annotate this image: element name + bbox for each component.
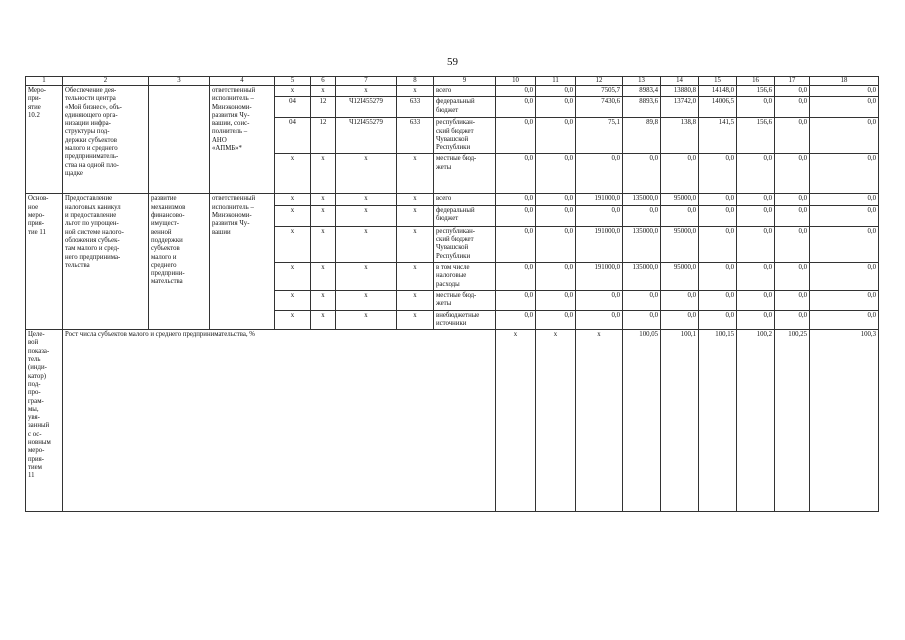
- amount-cell: 0,0: [536, 118, 576, 154]
- amount-cell: 191000,0: [576, 226, 623, 262]
- amount-cell: 75,1: [576, 118, 623, 154]
- amount-cell: 0,0: [536, 205, 576, 226]
- amount-cell: 0,0: [496, 154, 536, 194]
- amount-cell: 0,0: [737, 262, 775, 290]
- amount-cell: 0,0: [496, 118, 536, 154]
- amount-cell: 0,0: [576, 290, 623, 310]
- header-cell: 15: [699, 77, 737, 86]
- amount-cell: 0,0: [576, 154, 623, 194]
- amount-cell: 0,0: [496, 86, 536, 97]
- amount-cell: 0,0: [810, 86, 879, 97]
- amount-cell: 0,0: [536, 97, 576, 118]
- amount-cell: 135000,0: [623, 194, 661, 205]
- budget-code: x: [397, 262, 434, 290]
- amount-cell: 0,0: [536, 86, 576, 97]
- table-row: [26, 86, 879, 97]
- header-cell: 2: [63, 77, 149, 86]
- budget-code: x: [336, 226, 397, 262]
- indicator-value: 100,2: [737, 330, 775, 512]
- amount-cell: 138,8: [661, 118, 699, 154]
- amount-cell: 0,0: [737, 226, 775, 262]
- amount-cell: 0,0: [775, 154, 810, 194]
- amount-cell: 0,0: [496, 194, 536, 205]
- header-cell: 10: [496, 77, 536, 86]
- budget-code: x: [397, 310, 434, 330]
- amount-cell: 0,0: [496, 226, 536, 262]
- indicator-label: Целе- вой показа- тель (инди- катор) под- про- грам- мы, увя- занный с ос- новным меро- прия- тием 11: [26, 330, 63, 512]
- indicator-value: 100,05: [623, 330, 661, 512]
- budget-code: x: [311, 205, 336, 226]
- header-cell: 1: [26, 77, 63, 86]
- amount-cell: 141,5: [699, 118, 737, 154]
- header-cell: 8: [397, 77, 434, 86]
- target-indicator-row: [26, 330, 879, 512]
- amount-cell: 0,0: [661, 290, 699, 310]
- amount-cell: 156,6: [737, 118, 775, 154]
- budget-code: x: [397, 226, 434, 262]
- amount-cell: 0,0: [810, 194, 879, 205]
- funding-source: всего: [434, 194, 496, 205]
- funding-source: местные бюд- жеты: [434, 154, 496, 194]
- budget-code: x: [336, 290, 397, 310]
- header-cell: 4: [210, 77, 275, 86]
- amount-cell: 156,6: [737, 86, 775, 97]
- indicator-value: 100,3: [810, 330, 879, 512]
- amount-cell: 0,0: [536, 262, 576, 290]
- amount-cell: 7505,7: [576, 86, 623, 97]
- measure-number: Основ- ное меро- прия- тие 11: [26, 194, 63, 330]
- header-cell: 18: [810, 77, 879, 86]
- amount-cell: 135000,0: [623, 262, 661, 290]
- budget-code: x: [397, 194, 434, 205]
- measure-goal: [149, 86, 210, 194]
- amount-cell: 0,0: [661, 310, 699, 330]
- measure-executor: ответственный исполнитель – Минэкономи- развития Чу- вашии, соис- полнитель – АНО «АПМБ»*: [210, 86, 275, 194]
- budget-code: x: [275, 194, 311, 205]
- indicator-value: 100,15: [699, 330, 737, 512]
- amount-cell: 0,0: [810, 290, 879, 310]
- amount-cell: 0,0: [623, 154, 661, 194]
- indicator-cell: x: [536, 330, 576, 512]
- amount-cell: 0,0: [775, 118, 810, 154]
- budget-code: 633: [397, 97, 434, 118]
- header-cell: 6: [311, 77, 336, 86]
- funding-source: республикан- ский бюджет Чувашской Республики: [434, 226, 496, 262]
- table-body: [26, 77, 879, 512]
- budget-code: x: [311, 226, 336, 262]
- budget-code: x: [397, 86, 434, 97]
- amount-cell: 0,0: [536, 154, 576, 194]
- header-row: [26, 77, 879, 86]
- amount-cell: 0,0: [810, 154, 879, 194]
- amount-cell: 0,0: [699, 194, 737, 205]
- measure-name: Обеспечение дея- тельности центра «Мой бизнес», объ- единяющего орга- низации инфра- структуры под- держки субъектов малого и среднего предприниматель- ства на одной пло- щадке: [63, 86, 149, 194]
- amount-cell: 0,0: [699, 262, 737, 290]
- budget-code: x: [336, 194, 397, 205]
- budget-code: x: [311, 194, 336, 205]
- amount-cell: 191000,0: [576, 194, 623, 205]
- header-cell: 12: [576, 77, 623, 86]
- header-cell: 17: [775, 77, 810, 86]
- header-cell: 3: [149, 77, 210, 86]
- header-cell: 16: [737, 77, 775, 86]
- measure-executor: ответственный исполнитель – Минэкономи- развития Чу- вашии: [210, 194, 275, 330]
- amount-cell: 13742,0: [661, 97, 699, 118]
- amount-cell: 0,0: [737, 97, 775, 118]
- amount-cell: 0,0: [810, 205, 879, 226]
- amount-cell: 0,0: [623, 205, 661, 226]
- measure-goal: развитие механизмов финансово- имущест- венной поддержки субъектов малого и среднего предприни- мательства: [149, 194, 210, 330]
- amount-cell: 13880,8: [661, 86, 699, 97]
- indicator-cell: x: [576, 330, 623, 512]
- header-cell: 11: [536, 77, 576, 86]
- amount-cell: 95000,0: [661, 194, 699, 205]
- amount-cell: 14006,5: [699, 97, 737, 118]
- amount-cell: 0,0: [496, 262, 536, 290]
- measure-number: Меро- при- ятие 10.2: [26, 86, 63, 194]
- amount-cell: 0,0: [810, 97, 879, 118]
- funding-source: федеральный бюджет: [434, 97, 496, 118]
- amount-cell: 135000,0: [623, 226, 661, 262]
- budget-code: Ч12I455279: [336, 118, 397, 154]
- budget-code: x: [397, 154, 434, 194]
- amount-cell: 8893,6: [623, 97, 661, 118]
- budget-code: x: [336, 154, 397, 194]
- amount-cell: 0,0: [536, 290, 576, 310]
- amount-cell: 7430,6: [576, 97, 623, 118]
- amount-cell: 0,0: [496, 205, 536, 226]
- budget-code: x: [311, 310, 336, 330]
- amount-cell: 14148,0: [699, 86, 737, 97]
- amount-cell: 0,0: [775, 226, 810, 262]
- amount-cell: 95000,0: [661, 262, 699, 290]
- amount-cell: 0,0: [661, 154, 699, 194]
- amount-cell: 0,0: [775, 97, 810, 118]
- budget-code: x: [397, 205, 434, 226]
- budget-code: x: [275, 154, 311, 194]
- amount-cell: 0,0: [536, 226, 576, 262]
- amount-cell: 0,0: [775, 194, 810, 205]
- funding-source: местные бюд- жеты: [434, 290, 496, 310]
- amount-cell: 0,0: [699, 226, 737, 262]
- budget-code: x: [275, 226, 311, 262]
- amount-cell: 0,0: [775, 86, 810, 97]
- budget-code: x: [275, 290, 311, 310]
- budget-code: x: [311, 154, 336, 194]
- amount-cell: 89,8: [623, 118, 661, 154]
- budget-code: Ч12I455279: [336, 97, 397, 118]
- budget-code: 12: [311, 118, 336, 154]
- funding-source: всего: [434, 86, 496, 97]
- budget-code: x: [336, 86, 397, 97]
- amount-cell: 0,0: [810, 262, 879, 290]
- amount-cell: 0,0: [661, 205, 699, 226]
- funding-source: федеральный бюджет: [434, 205, 496, 226]
- amount-cell: 0,0: [699, 154, 737, 194]
- funding-source: в том числе налоговые расходы: [434, 262, 496, 290]
- budget-code: x: [397, 290, 434, 310]
- amount-cell: 0,0: [775, 310, 810, 330]
- budget-code: x: [275, 262, 311, 290]
- amount-cell: 0,0: [775, 205, 810, 226]
- amount-cell: 0,0: [699, 310, 737, 330]
- budget-code: x: [336, 262, 397, 290]
- amount-cell: 191000,0: [576, 262, 623, 290]
- budget-code: 04: [275, 118, 311, 154]
- budget-code: 04: [275, 97, 311, 118]
- indicator-text: Рост числа субъектов малого и среднего предпринимательства, %: [63, 330, 496, 512]
- amount-cell: 0,0: [623, 310, 661, 330]
- amount-cell: 0,0: [810, 118, 879, 154]
- amount-cell: 0,0: [737, 310, 775, 330]
- amount-cell: 0,0: [737, 154, 775, 194]
- amount-cell: 0,0: [775, 290, 810, 310]
- funding-source: внебюджетные источники: [434, 310, 496, 330]
- amount-cell: 0,0: [737, 194, 775, 205]
- budget-code: x: [275, 86, 311, 97]
- budget-code: x: [275, 205, 311, 226]
- amount-cell: 8983,4: [623, 86, 661, 97]
- table-row: [26, 194, 879, 205]
- header-cell: 5: [275, 77, 311, 86]
- header-cell: 14: [661, 77, 699, 86]
- header-cell: 13: [623, 77, 661, 86]
- measure-name: Предоставление налоговых каникул и предоставление льгот по упрощен- ной системе налого- обложения субъек- там малого и сред- него предпринима- тельства: [63, 194, 149, 330]
- amount-cell: 95000,0: [661, 226, 699, 262]
- amount-cell: 0,0: [496, 97, 536, 118]
- amount-cell: 0,0: [775, 262, 810, 290]
- amount-cell: 0,0: [496, 310, 536, 330]
- amount-cell: 0,0: [536, 310, 576, 330]
- budget-code: x: [311, 86, 336, 97]
- amount-cell: 0,0: [810, 226, 879, 262]
- amount-cell: 0,0: [496, 290, 536, 310]
- indicator-value: 100,1: [661, 330, 699, 512]
- amount-cell: 0,0: [810, 310, 879, 330]
- budget-code: x: [275, 310, 311, 330]
- amount-cell: 0,0: [699, 205, 737, 226]
- funding-source: республикан- ский бюджет Чувашской Республики: [434, 118, 496, 154]
- budget-code: x: [311, 262, 336, 290]
- amount-cell: 0,0: [536, 194, 576, 205]
- header-cell: 9: [434, 77, 496, 86]
- budget-code: x: [336, 205, 397, 226]
- budget-code: x: [311, 290, 336, 310]
- amount-cell: 0,0: [576, 205, 623, 226]
- amount-cell: 0,0: [623, 290, 661, 310]
- budget-code: 12: [311, 97, 336, 118]
- amount-cell: 0,0: [576, 310, 623, 330]
- indicator-value: 100,25: [775, 330, 810, 512]
- page-number: 59: [447, 56, 458, 68]
- indicator-cell: x: [496, 330, 536, 512]
- budget-table: [25, 76, 879, 512]
- budget-code: x: [336, 310, 397, 330]
- amount-cell: 0,0: [737, 205, 775, 226]
- header-cell: 7: [336, 77, 397, 86]
- budget-code: 633: [397, 118, 434, 154]
- amount-cell: 0,0: [737, 290, 775, 310]
- amount-cell: 0,0: [699, 290, 737, 310]
